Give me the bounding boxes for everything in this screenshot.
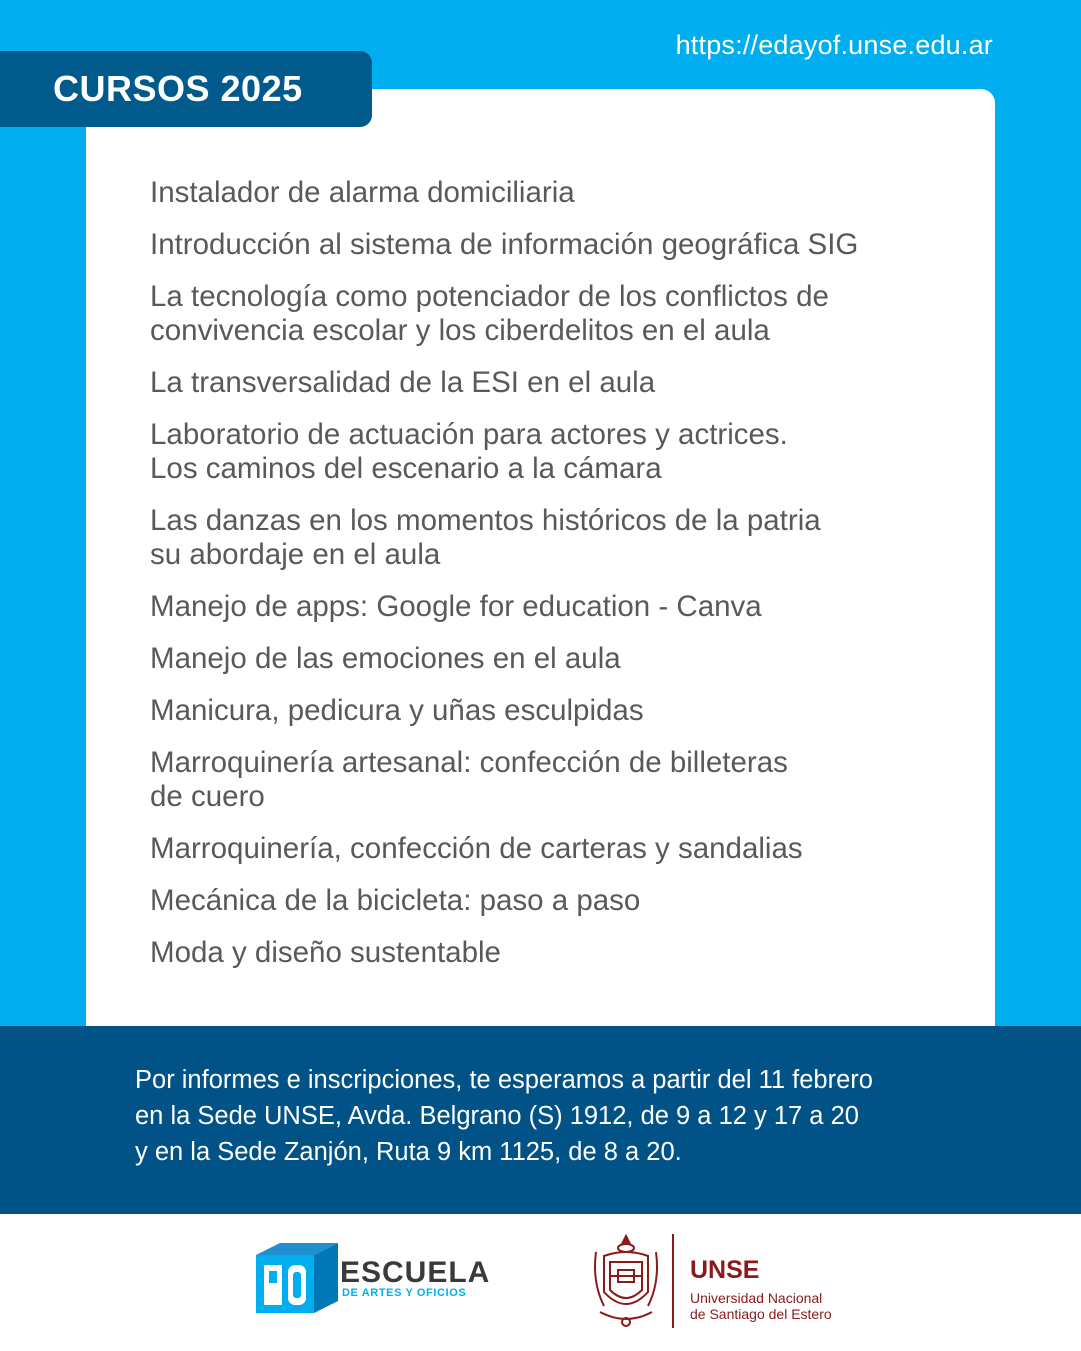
- school-name: ESCUELA: [340, 1256, 491, 1289]
- school-subtitle: DE ARTES Y OFICIOS: [342, 1287, 467, 1299]
- course-item: La transversalidad de la ESI en el aula: [150, 366, 656, 399]
- university-short-name: UNSE: [690, 1256, 760, 1284]
- course-item: Laboratorio de actuación para actores y actrices. Los caminos del escenario a la cámara: [150, 418, 788, 485]
- course-item: Marroquinería artesanal: confección de billeteras de cuero: [150, 746, 788, 813]
- website-url[interactable]: https://edayof.unse.edu.ar: [675, 30, 993, 60]
- course-item: Manicura, pedicura y uñas esculpidas: [150, 694, 644, 727]
- course-item: Manejo de apps: Google for education - Canva: [150, 590, 762, 623]
- course-item: Manejo de las emociones en el aula: [150, 642, 621, 675]
- footer: [0, 1214, 1081, 1351]
- university-full-name: Universidad Nacional de Santiago del Estero: [690, 1290, 832, 1322]
- course-item: La tecnología como potenciador de los conflictos de convivencia escolar y los ciberdelitos en el aula: [150, 280, 829, 347]
- course-item: Instalador de alarma domiciliaria: [150, 176, 575, 209]
- course-item: Introducción al sistema de información geográfica SIG: [150, 228, 859, 261]
- unse-coat-of-arms-icon: [590, 1232, 662, 1330]
- courses-list: [150, 176, 950, 988]
- course-item: Las danzas en los momentos históricos de la patria su abordaje en el aula: [150, 504, 821, 571]
- enrollment-info: Por informes e inscripciones, te esperamos a partir del 11 febrero en la Sede UNSE, Avda. Belgrano (S) 1912, de 9 a 12 y 17 a 20 y en la Sede Zanjón, Ruta 9 km 1125, de 8 a 20.: [135, 1066, 873, 1166]
- escuela-artes-oficios-logo-icon: [256, 1243, 338, 1313]
- course-item: Moda y diseño sustentable: [150, 936, 501, 969]
- page-title: CURSOS 2025: [0, 51, 372, 127]
- course-item: Mecánica de la bicicleta: paso a paso: [150, 884, 641, 917]
- logo-divider: [672, 1234, 674, 1328]
- course-item: Marroquinería, confección de carteras y sandalias: [150, 832, 803, 865]
